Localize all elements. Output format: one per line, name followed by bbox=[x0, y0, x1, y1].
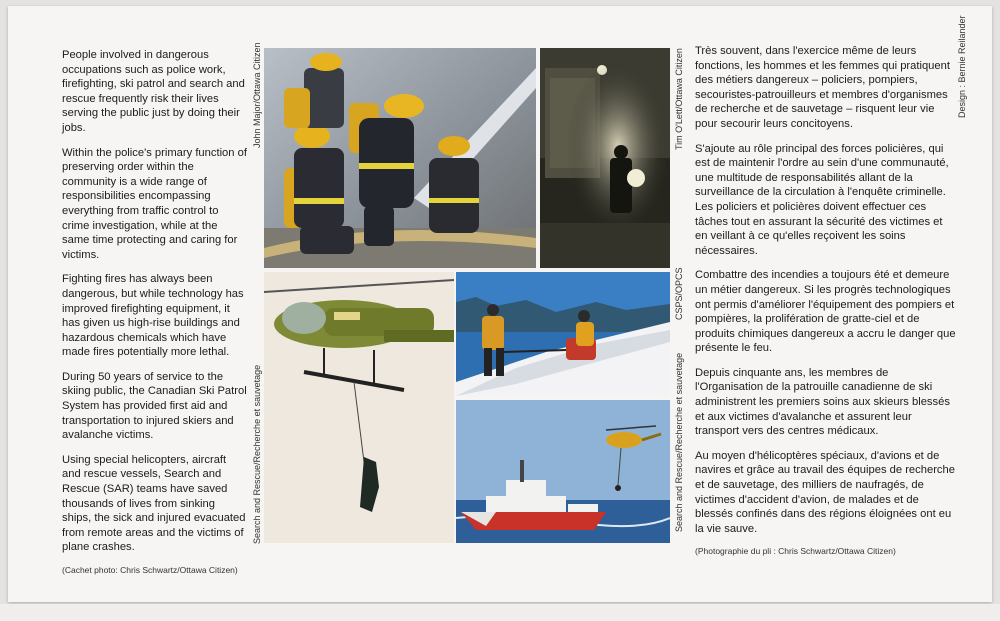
french-cachet-caption: (Photographie du pli : Chris Schwartz/Ottawa Citizen) bbox=[695, 546, 896, 557]
rescue-helicopter-photo bbox=[264, 272, 454, 543]
ski-patrol-photo-credit: CSPS/OPCS bbox=[674, 267, 684, 320]
french-paragraph: Combattre des incendies a toujours été et demeure un métier dangereux. Si les progrès technologiques ont permis d'améliorer l'équipement des pompiers et pompières, la prolifération de gratte-ciel et de produits chimiques dangereux a accru le danger que présente le feu. bbox=[695, 269, 956, 355]
french-paragraph: S'ajoute au rôle principal des forces policières, qui est de maintenir l'ordre au sein d'une communauté, une multitude de responsabilités allant de la surveillance de la circulation à l'enquête criminelle. Les policiers et policières doivent effectuer ces tâches tout en assurant la sécurité des victimes et en veillant à ce qu'elles reçoivent les soins nécessaires. bbox=[695, 142, 949, 257]
french-paragraph: Au moyen d'hélicoptères spéciaux, d'avions et de navires et grâce au travail des équipes de recherche et de sauvetage, des milliers de naufragés, de victimes d'accident d'avion, de malades et de blessés confinés dans des régions éloignées ont eu la vie sauve. bbox=[695, 449, 955, 535]
police-night-photo bbox=[540, 48, 670, 268]
english-paragraph: Within the police's primary function of preserving order within the community is a wide range of responsibilities encompassing everything from traffic control to crime investigation, while at the same time protecting and caring for victims. bbox=[62, 146, 247, 261]
rescue-ship-photo bbox=[456, 400, 670, 543]
english-paragraph: Fighting fires has always been dangerous, but while technology has improved firefighting equipment, it has given us high-rise buildings and hazardous chemicals which have made fires potentially more lethal. bbox=[62, 273, 244, 359]
french-paragraph: Depuis cinquante ans, les membres de l'Organisation de la patrouille canadienne de ski administrent les premiers soins aux skieurs blessés et aux victimes d'avalanche et assurent leur transport vers des centres médicaux. bbox=[695, 366, 950, 438]
french-paragraph: Très souvent, dans l'exercice même de leurs fonctions, les hommes et les femmes qui pratiquent des métiers dangereux – policiers, pompiers, secouristes-patrouilleurs et membres d'organismes de recherche et de sauvetage – risquent leur vie pour secourir leurs concitoyens. bbox=[695, 45, 950, 130]
english-paragraph: People involved in dangerous occupations such as police work, firefighting, ski patrol and search and rescue frequently risk their lives serving the public just by doing their jobs. bbox=[62, 49, 245, 134]
english-text-column bbox=[62, 48, 247, 576]
police-photo-credit: Tim O'Lett/Ottawa Citizen bbox=[674, 48, 684, 150]
french-text-column bbox=[695, 44, 957, 557]
scan-edge bbox=[0, 604, 1000, 621]
design-credit: Design : Bernie Reilander bbox=[957, 15, 967, 118]
english-paragraph: During 50 years of service to the skiing public, the Canadian Ski Patrol System has provided first aid and transportation to injured skiers and avalanche victims. bbox=[62, 370, 247, 442]
ski-patrol-photo bbox=[456, 272, 670, 396]
sar-right-photo-credit: Search and Rescue/Recherche et sauvetage bbox=[674, 352, 684, 532]
english-paragraph: Using special helicopters, aircraft and rescue vessels, Search and Rescue (SAR) teams have saved thousands of lives from sinking ships, the sick and injured evacuated from remote areas and the victims of plane crashes. bbox=[62, 453, 246, 554]
firefighter-photo-credit: John Major/Ottawa Citizen bbox=[252, 42, 262, 148]
firefighters-photo bbox=[264, 48, 536, 268]
sar-left-photo-credit: Search and Rescue/Recherche et sauvetage bbox=[252, 364, 262, 544]
english-cachet-caption: (Cachet photo: Chris Schwartz/Ottawa Citizen) bbox=[62, 565, 238, 575]
